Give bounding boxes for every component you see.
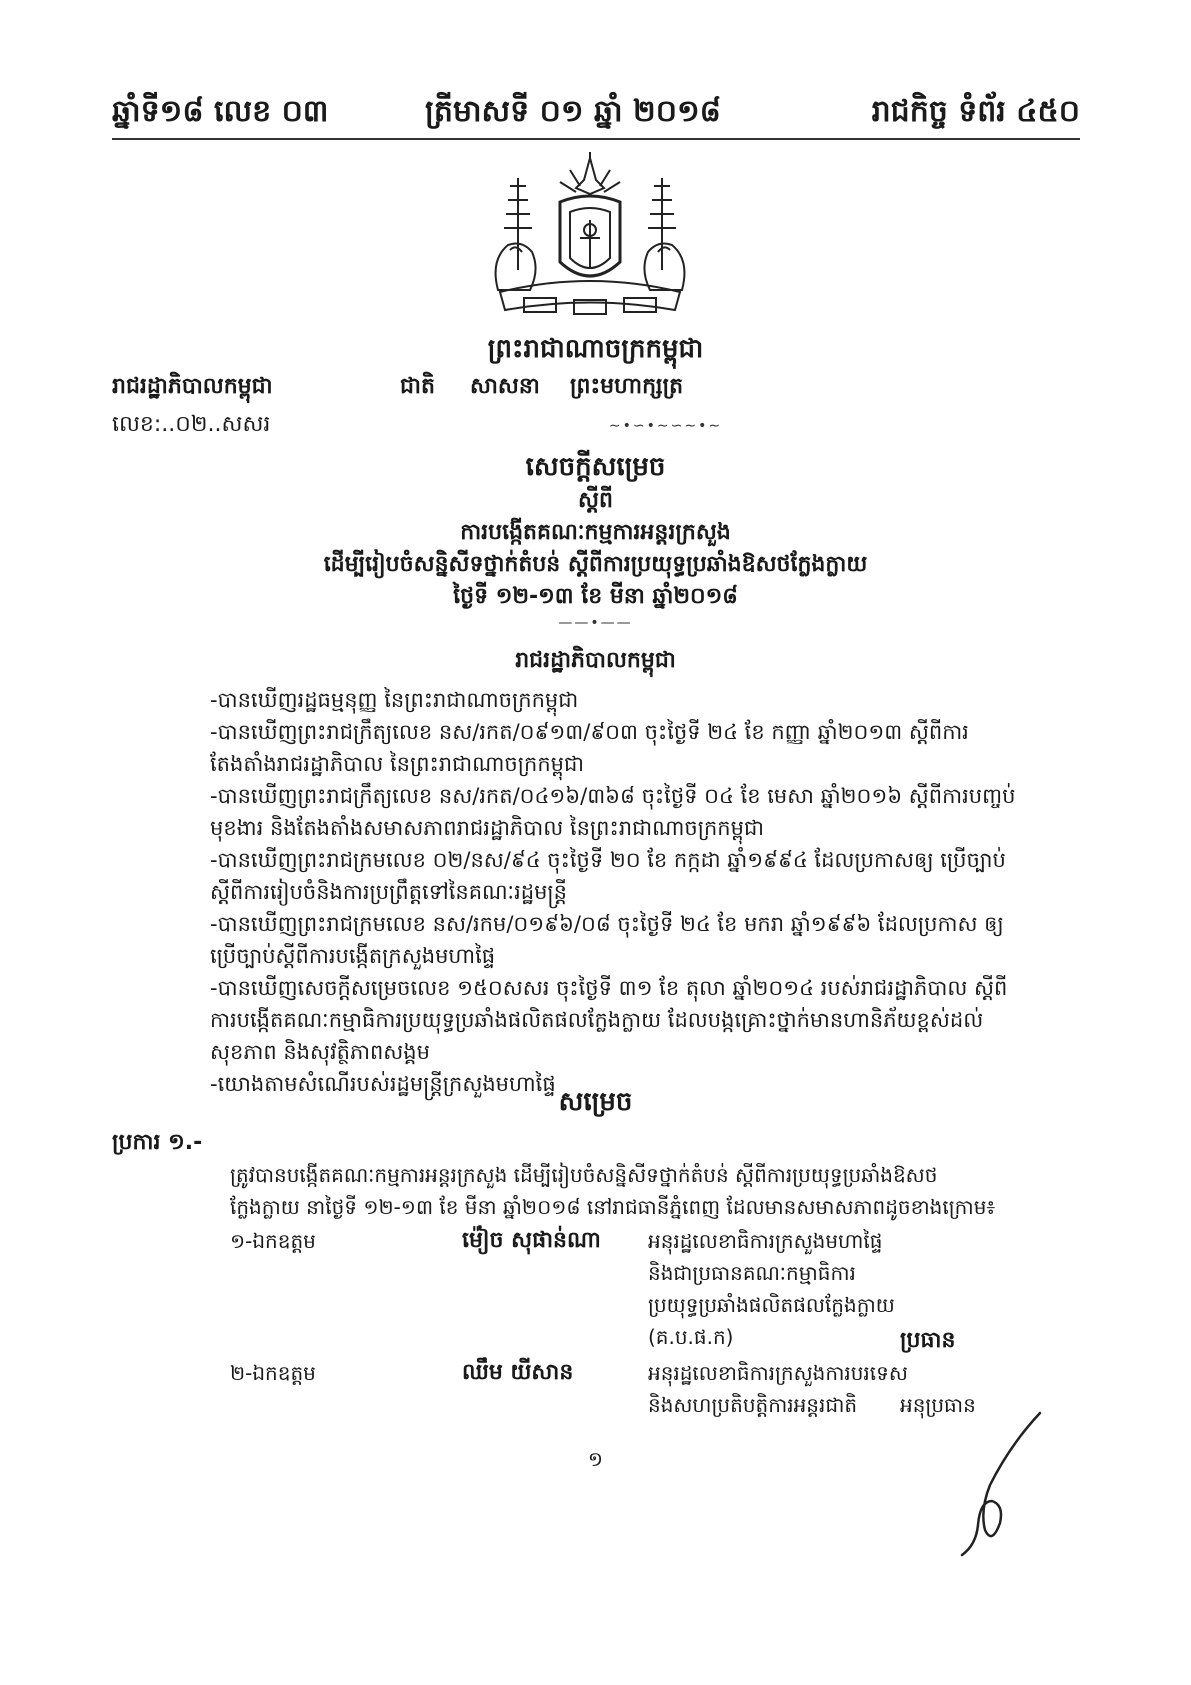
provision-item: -បានឃើញសេចក្តីសម្រេចលេខ ១៥០សសរ ចុះថ្ងៃទី ៣១ ខែ តុលា ឆ្នាំ២០១៤ របស់រាជរដ្ឋាភិបាល ស្តីពី ការបង្កើតគណៈកម្មាធិការប្រយុទ្ធប្រឆាំងផលិតផលក្លែងក្លាយ ដែលបង្កគ្រោះថ្នាក់មានហានិភ័យខ្ពស់ដល់ សុខភាព និងសុវត្ថិភាពសង្គម [210, 976, 1008, 1064]
header-quarter: ត្រីមាសទី ០១ ឆ្នាំ ២០១៨ [425, 94, 721, 129]
member-role: អនុប្រធាន [900, 1393, 976, 1417]
member-title-line: អនុរដ្ឋលេខាធិការក្រសួងមហាផ្ទៃ [648, 1229, 883, 1253]
ornament-divider-small: ——•—— [558, 615, 633, 631]
motto-king: ព្រះមហាក្សត្រ [570, 374, 684, 399]
member-role: ប្រធាន [900, 1328, 956, 1353]
article-label: ប្រការ ១.- [112, 1130, 203, 1155]
member-title-line: (គ.ប.ផ.ក) [648, 1325, 734, 1349]
member-title-line: អនុរដ្ឋលេខាធិការក្រសួងការបរទេស [648, 1361, 908, 1385]
header-issue: ឆ្នាំទី១៨ លេខ ០៣ [112, 94, 329, 129]
motto-nation: ជាតិ [400, 374, 435, 399]
provision-item: -បានឃើញព្រះរាជក្រមលេខ ០២/នស/៩៤ ចុះថ្ងៃទី ២០ ខែ កក្កដា ឆ្នាំ១៩៩៤ ដែលប្រកាសឲ្យ ប្រើច្បាប់ ស្តីពីការរៀបចំនិងការប្រព្រឹត្តទៅនៃគណៈរដ្ឋមន្ត្រី [210, 848, 1006, 904]
member-title-line: និងសហប្រតិបត្តិការអន្តរជាតិ [648, 1393, 858, 1417]
doc-title: សេចក្តីសម្រេច [525, 452, 666, 482]
member-index: ១-ឯកឧត្តម [230, 1229, 316, 1253]
ornament-divider: ∼•∽•∼∽∼•∼ [608, 418, 723, 434]
doc-subtitle-about: ស្តីពី [578, 488, 613, 513]
issuer-name: រាជរដ្ឋាភិបាលកម្ពុជា [112, 374, 273, 399]
page-number: ១ [587, 1447, 604, 1471]
provision-item: -បានឃើញព្រះរាជក្រមលេខ នស/រកម/០១៩៦/០៨ ចុះថ្ងៃទី ២៤ ខែ មករា ឆ្នាំ១៩៩៦ ដែលប្រកាស ឲ្យ ប្រើច្បាប់ស្តីពីការបង្កើតក្រសួងមហាផ្ទៃ [210, 912, 1004, 968]
article-text-line2: ក្លែងក្លាយ នាថ្ងៃទី ១២-១៣ ខែ មីនា ឆ្នាំ២០១៨ នៅរាជធានីភ្នំពេញ ដែលមានសមាសភាពដូចខាងក្រោម៖ [230, 1195, 996, 1219]
doc-subject-line2: ដើម្បីរៀបចំសន្និសីទថ្នាក់តំបន់ ស្តីពីការប្រយុទ្ធប្រឆាំងឱសថក្លែងក្លាយ [323, 552, 868, 577]
reference-number: លេខ:..០២..សសរ [112, 412, 271, 437]
member-title-line: ប្រយុទ្ធប្រឆាំងផលិតផលក្លែងក្លាយ [648, 1293, 895, 1317]
provision-item: -បានឃើញព្រះរាជក្រឹត្យលេខ នស/រកត/០៩១៣/៩០៣ ចុះថ្ងៃទី ២៤ ខែ កញ្ញា ឆ្នាំ២០១៣ ស្តីពីការ តែងតាំងរាជរដ្ឋាភិបាល នៃព្រះរាជាណាចក្រកម្ពុជា [210, 720, 969, 776]
provision-item: -បានឃើញព្រះរាជក្រឹត្យលេខ នស/រកត/០៤១៦/៣៦៨ ចុះថ្ងៃទី ០៤ ខែ មេសា ឆ្នាំ២០១៦ ស្តីពីការបញ្ចប់ មុខងារ និងតែងតាំងសមាសភាពរាជរដ្ឋាភិបាល នៃព្រះរាជាណាចក្រកម្ពុជា [210, 784, 1016, 840]
member-title-line: និងជាប្រធានគណៈកម្មាធិការ [648, 1261, 856, 1285]
kingdom-name: ព្រះរាជាណាចក្រកម្ពុជា [487, 334, 704, 364]
header-rule [112, 138, 1080, 140]
signature-initial-icon [940, 1405, 1050, 1565]
royal-emblem-icon [470, 150, 710, 325]
doc-date: ថ្ងៃទី ១២-១៣ ខែ មីនា ឆ្នាំ២០១៨ [453, 584, 738, 609]
provision-item: -បានឃើញរដ្ឋធម្មនុញ្ញ នៃព្រះរាជាណាចក្រកម្ពុជា [210, 688, 579, 712]
member-name: ម៉ៀច សុផាន់ណា [462, 1228, 601, 1253]
doc-subject-line1: ការបង្កើតគណៈកម្មការអន្តរក្រសួង [460, 520, 731, 545]
member-name: ឈឹម យីសាន [462, 1360, 574, 1385]
provisions-list [210, 684, 1062, 1100]
motto-religion: សាសនា [470, 374, 540, 399]
government-heading: រាជរដ្ឋាភិបាលកម្ពុជា [515, 648, 676, 673]
decision-heading: សម្រេច [558, 1087, 633, 1117]
member-index: ២-ឯកឧត្តម [230, 1361, 316, 1385]
article-text-line1: ត្រូវបានបង្កើតគណៈកម្មការអន្តរក្រសួង ដើម្បីរៀបចំសន្និសីទថ្នាក់តំបន់ ស្តីពីការប្រយុទ្ធប្រឆាំងឱសថ [230, 1163, 938, 1187]
provision-item: -យោងតាមសំណើរបស់រដ្ឋមន្ត្រីក្រសួងមហាផ្ទៃ [210, 1072, 556, 1096]
header-page: រាជកិច្ច ទំព័រ ៤៥០ [871, 94, 1080, 129]
